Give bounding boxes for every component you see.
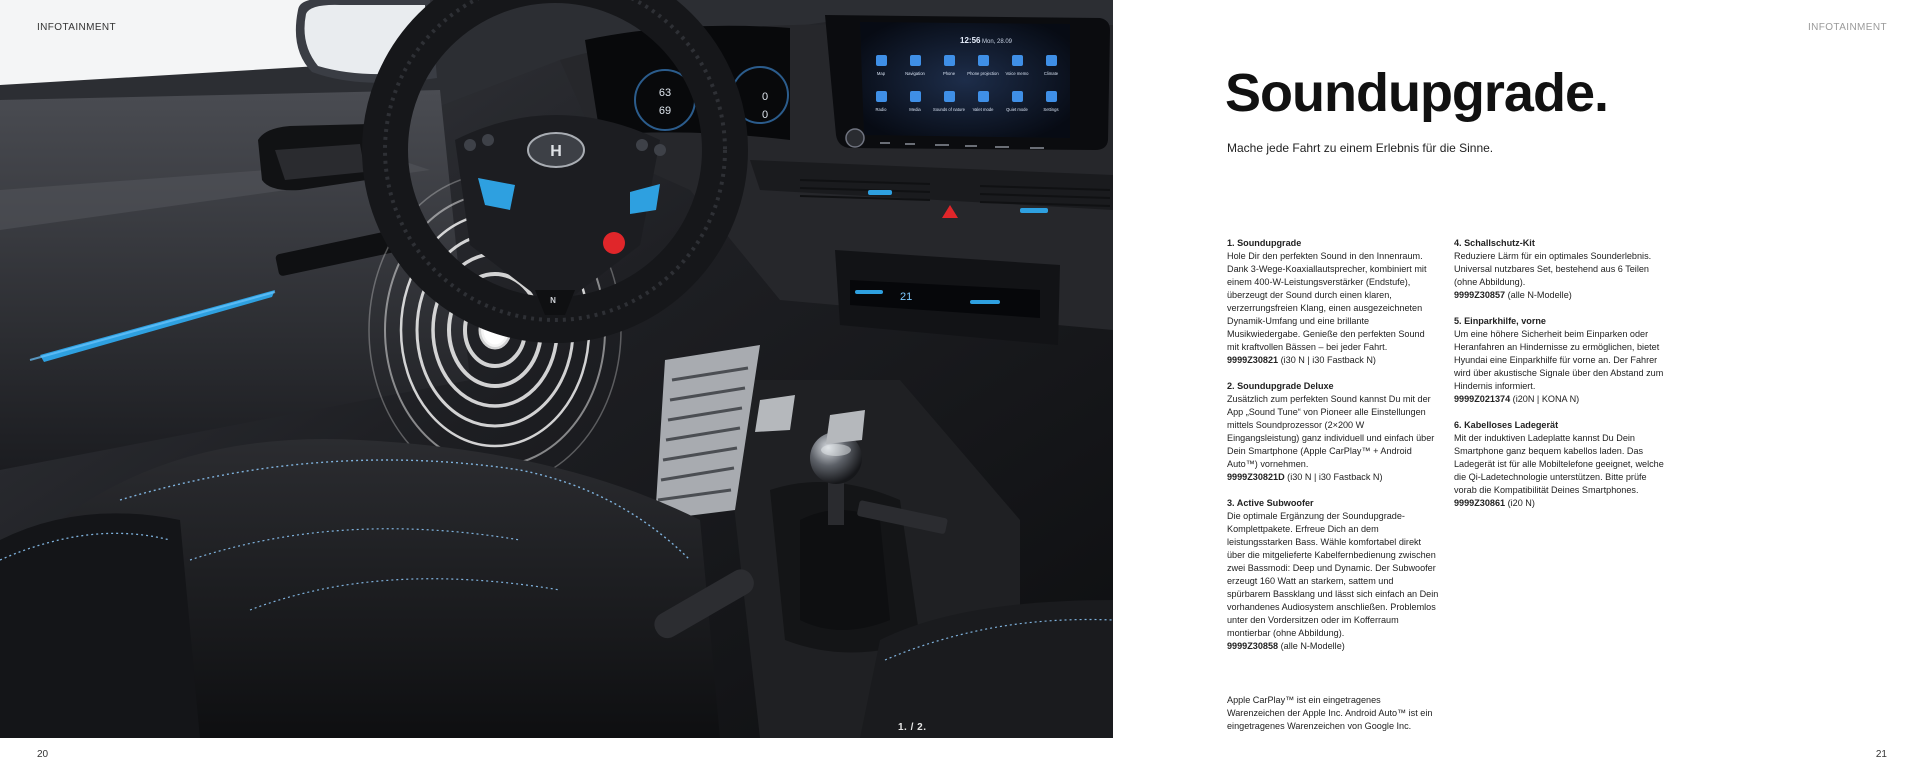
product-title: 6. Kabelloses Ladegerät bbox=[1454, 420, 1559, 430]
product-code: 9999Z30857 bbox=[1454, 290, 1506, 300]
app-label: Climate bbox=[1043, 71, 1059, 76]
climate-temp: 21 bbox=[900, 291, 913, 303]
product-models: (i30 N | i30 Fastback N) bbox=[1287, 472, 1383, 482]
product-code-line bbox=[1227, 354, 1439, 367]
screen-app-media bbox=[909, 91, 921, 112]
product-title: 5. Einparkhilfe, vorne bbox=[1454, 316, 1546, 326]
page-title: Soundupgrade. bbox=[1225, 63, 1608, 123]
app-label: Voice memo bbox=[1005, 71, 1029, 76]
product-models: (alle N-Modelle) bbox=[1280, 641, 1345, 651]
product-models: (i20 N) bbox=[1507, 498, 1535, 508]
svg-text:H: H bbox=[550, 143, 562, 160]
product-code: 9999Z30858 bbox=[1227, 641, 1279, 651]
gauge-value-left: 63 bbox=[658, 87, 672, 99]
gauge-value-left-2: 69 bbox=[658, 105, 672, 117]
section-label-left: INFOTAINMENT bbox=[37, 22, 117, 33]
product-code-line bbox=[1454, 393, 1666, 406]
product-description: Reduziere Lärm für ein optimales Sounderlebnis. Universal nutzbares Set, bestehend aus 6 Teilen (ohne Abbildung). bbox=[1454, 251, 1652, 287]
product-item bbox=[1227, 380, 1439, 484]
app-icon bbox=[876, 55, 887, 66]
app-label: Phone bbox=[942, 71, 956, 76]
app-icon bbox=[944, 91, 955, 102]
product-code: 9999Z30861 bbox=[1454, 498, 1506, 508]
trademark-footnote: Apple CarPlay™ ist ein eingetragenes Warenzeichen der Apple Inc. Android Auto™ ist ein eingetragenes Warenzeichen von Google Inc. bbox=[1227, 695, 1433, 731]
product-title: 4. Schallschutz-Kit bbox=[1454, 238, 1535, 248]
product-title: 1. Soundupgrade bbox=[1227, 238, 1302, 248]
product-models: (i20N | KONA N) bbox=[1512, 394, 1580, 404]
app-label: Valet mode bbox=[972, 107, 994, 112]
page-number-right: 21 bbox=[1875, 749, 1887, 760]
product-code: 9999Z021374 bbox=[1454, 394, 1511, 404]
app-icon bbox=[978, 91, 989, 102]
product-code-line bbox=[1454, 497, 1666, 510]
product-description: Um eine höhere Sicherheit beim Einparken oder Heranfahren an Hindernisse zu ermöglichen, bietet Hyundai eine Einparkhilfe für vorne an. Der Fahrer wird über akustische Signale über den Abstand zum Hindernis informiert. bbox=[1454, 329, 1664, 391]
app-icon bbox=[944, 55, 955, 66]
product-description: Hole Dir den perfekten Sound in den Innenraum. Dank 3-Wege-Koaxiallautsprecher, kombiniert mit einem 400-W-Leistungsverstärker (Endstufe), überzeugt der Sound durch einen klaren, verzerrungsfreien Klang, einen ausgezeichneten Dynamik-Umfang und eine brillante Musikwiedergabe. Genieße den perfekten Sound mit kraftvollen Bässen – bei jeder Fahrt. bbox=[1227, 251, 1427, 352]
product-title: 2. Soundupgrade Deluxe bbox=[1227, 381, 1334, 391]
app-label: Map bbox=[876, 71, 886, 76]
app-label: Quiet mode bbox=[1006, 107, 1028, 112]
app-label: Radio bbox=[875, 107, 887, 112]
app-icon bbox=[910, 55, 921, 66]
app-icon bbox=[1046, 55, 1057, 66]
app-label: Phone projection bbox=[967, 71, 999, 76]
svg-text:N: N bbox=[550, 296, 556, 305]
app-label: Sounds of nature bbox=[933, 107, 965, 112]
photo-caption: 1. / 2. bbox=[898, 722, 927, 733]
app-icon bbox=[1012, 91, 1023, 102]
app-icon bbox=[910, 91, 921, 102]
product-models: (alle N-Modelle) bbox=[1507, 290, 1572, 300]
product-item bbox=[1227, 237, 1439, 367]
page-number-left: 20 bbox=[37, 749, 49, 760]
product-code: 9999Z30821 bbox=[1227, 355, 1279, 365]
gauge-value-right: 0 bbox=[761, 91, 769, 103]
product-item bbox=[1454, 237, 1666, 302]
product-title: 3. Active Subwoofer bbox=[1227, 498, 1314, 508]
product-code-line bbox=[1227, 471, 1439, 484]
product-description: Zusätzlich zum perfekten Sound kannst Du mit der App „Sound Tune“ von Pioneer alle Einstellungen mittels Soundprozessor (2×200 W Eingangsleistung) ganz individuell und einfach über Dein Smartphone (Apple CarPlay™ + Android Auto™) vornehmen. bbox=[1227, 394, 1435, 469]
text-column-left bbox=[1227, 237, 1439, 666]
product-description: Mit der induktiven Ladeplatte kannst Du Dein Smartphone ganz bequem kabellos laden. Das Ladegerät ist für alle Mobiltelefone geeignet, welche die Qi-Ladetechnologie unterstützen. Bitte prüfe vorab die Kompatibilität Deines Smartphones. bbox=[1454, 433, 1664, 495]
section-label-right: INFOTAINMENT bbox=[1807, 22, 1887, 33]
product-item bbox=[1454, 315, 1666, 406]
product-models: (i30 N | i30 Fastback N) bbox=[1280, 355, 1376, 365]
product-item bbox=[1227, 497, 1439, 653]
app-label: Media bbox=[909, 107, 921, 112]
product-code-line bbox=[1454, 289, 1666, 302]
app-icon bbox=[1012, 55, 1023, 66]
page-subtitle: Mache jede Fahrt zu einem Erlebnis für die Sinne. bbox=[1227, 141, 1494, 155]
product-code: 9999Z30821D bbox=[1227, 472, 1285, 482]
app-label: Navigation bbox=[905, 71, 925, 76]
app-icon bbox=[876, 91, 887, 102]
screen-app-phone bbox=[943, 55, 956, 76]
product-description: Die optimale Ergänzung der Soundupgrade-Komplettpakete. Erfreue Dich an dem leistungsstarken Bass. Wähle komfortabel direkt über die mitgelieferte Kabelfernbedienung zwischen zwei Bassmodi: Deep und Dynamic. Der Subwoofer erzeugt 160 Watt an starkem, sattem und spürbarem Bassklang und lässt sich einfach an Dein vorhandenes Audiosystem anschließen. Problemlos unter den Vordersitzen oder im Kofferraum montierbar (ohne Abbildung). bbox=[1227, 511, 1439, 638]
product-code-line bbox=[1227, 640, 1439, 653]
app-icon bbox=[1046, 91, 1057, 102]
screen-time: 12:56 bbox=[960, 36, 981, 45]
gauge-value-right-2: 0 bbox=[761, 109, 769, 121]
product-item bbox=[1454, 419, 1666, 510]
screen-app-radio bbox=[876, 91, 888, 112]
app-label: Settings bbox=[1043, 107, 1059, 112]
app-icon bbox=[978, 55, 989, 66]
text-column-right bbox=[1454, 237, 1666, 523]
screen-date: Mon, 28.09 bbox=[982, 39, 1013, 45]
